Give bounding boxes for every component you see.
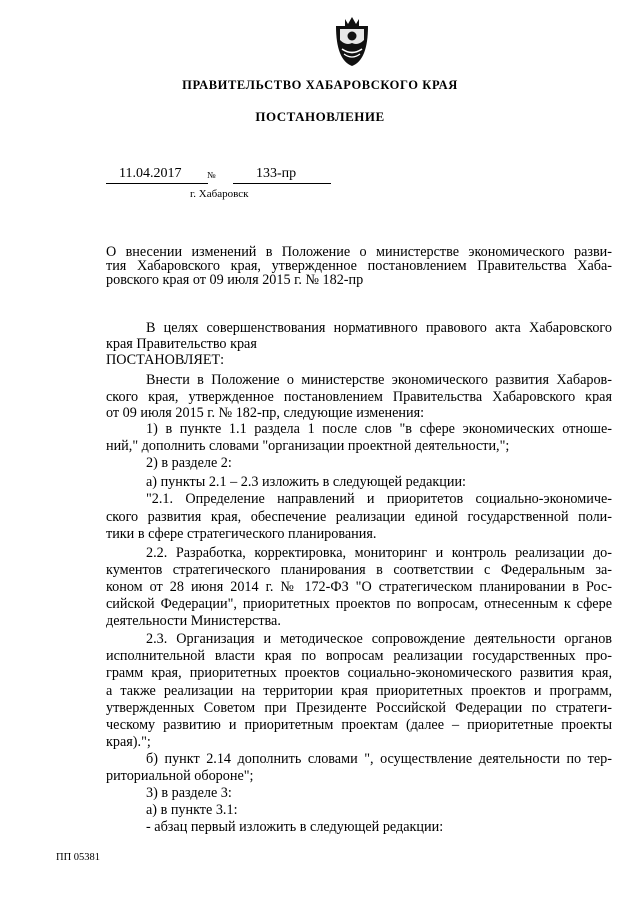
body-line: кументов стратегического планирования в соответствии с Федеральным за- <box>106 562 612 578</box>
body-line: тики в сфере стратегического планирования. <box>106 526 377 542</box>
body-line: сийской Федерации", приоритетных проектов по вопросам, отнесенным к сфере <box>106 596 612 612</box>
body-line: ского края, утвержденное постановлением Правительства Хабаровского края <box>106 389 612 405</box>
body-line: а также реализации на территории края приоритетных проектов и программ, <box>106 683 612 699</box>
body-line: а) в пункте 3.1: <box>146 802 238 818</box>
document-type: ПОСТАНОВЛЕНИЕ <box>255 109 385 124</box>
body-line: В целях совершенствования нормативного правового акта Хабаровского <box>146 320 612 336</box>
body-line: от 09 июля 2015 г. № 182-пр, следующие изменения: <box>106 405 425 421</box>
body-line: 2.2. Разработка, корректировка, мониторинг и контроль реализации до- <box>146 545 612 561</box>
body-line: утвержденных Советом при Президенте Российской Федерации по стратеги- <box>106 700 612 716</box>
body-line: края)."; <box>106 734 151 750</box>
title-line: О внесении изменений в Положение о министерстве экономического разви- <box>106 244 612 260</box>
title-line: ровского края от 09 июля 2015 г. № 182-пр <box>106 272 364 288</box>
government-name: ПРАВИТЕЛЬСТВО ХАБАРОВСКОГО КРАЯ <box>182 78 458 92</box>
city-label: г. Хабаровск <box>190 188 249 200</box>
document-date: 11.04.2017 <box>119 166 182 181</box>
body-line: коном от 28 июня 2014 г. № 172-ФЗ "О стратегическом планировании в Рос- <box>106 579 612 595</box>
body-line: - абзац первый изложить в следующей редакции: <box>146 819 444 835</box>
body-line: ческому развитию и приоритетным проектам (далее – приоритетные проекты <box>106 717 612 733</box>
body-line: "2.1. Определение направлений и приоритетов социально-экономиче- <box>146 491 612 507</box>
number-underline <box>233 183 331 184</box>
body-line: риториальной обороне"; <box>106 768 254 784</box>
body-line: края Правительство края <box>106 336 257 352</box>
coat-of-arms-icon <box>332 16 372 68</box>
body-line: 2) в разделе 2: <box>146 455 232 471</box>
number-sign: № <box>207 170 216 180</box>
footer-code: ПП 05381 <box>56 852 101 863</box>
body-line: б) пункт 2.14 дополнить словами ", осуществление деятельности по тер- <box>146 751 612 767</box>
resolves-heading: ПОСТАНОВЛЯЕТ: <box>106 352 225 368</box>
body-line: Внести в Положение о министерстве экономического развития Хабаров- <box>146 372 612 388</box>
body-line: грамм края, приоритетных проектов социально-экономического развития края, <box>106 665 612 681</box>
document-number: 133-пр <box>256 166 297 181</box>
body-line: ний," дополнить словами "организации проектной деятельности,"; <box>106 438 510 454</box>
body-line: а) пункты 2.1 – 2.3 изложить в следующей редакции: <box>146 474 467 490</box>
body-line: 3) в разделе 3: <box>146 785 232 801</box>
body-line: деятельности Министерства. <box>106 613 281 629</box>
body-line: ского развития края, обеспечение реализации единой государственной поли- <box>106 509 612 525</box>
date-underline <box>106 183 208 184</box>
body-line: 1) в пункте 1.1 раздела 1 после слов "в сфере экономических отноше- <box>146 421 612 437</box>
body-line: исполнительной власти края по вопросам реализации государственных про- <box>106 648 612 664</box>
title-line: тия Хабаровского края, утвержденное постановлением Правительства Хаба- <box>106 258 612 274</box>
body-line: 2.3. Организация и методическое сопровождение деятельности органов <box>146 631 612 647</box>
